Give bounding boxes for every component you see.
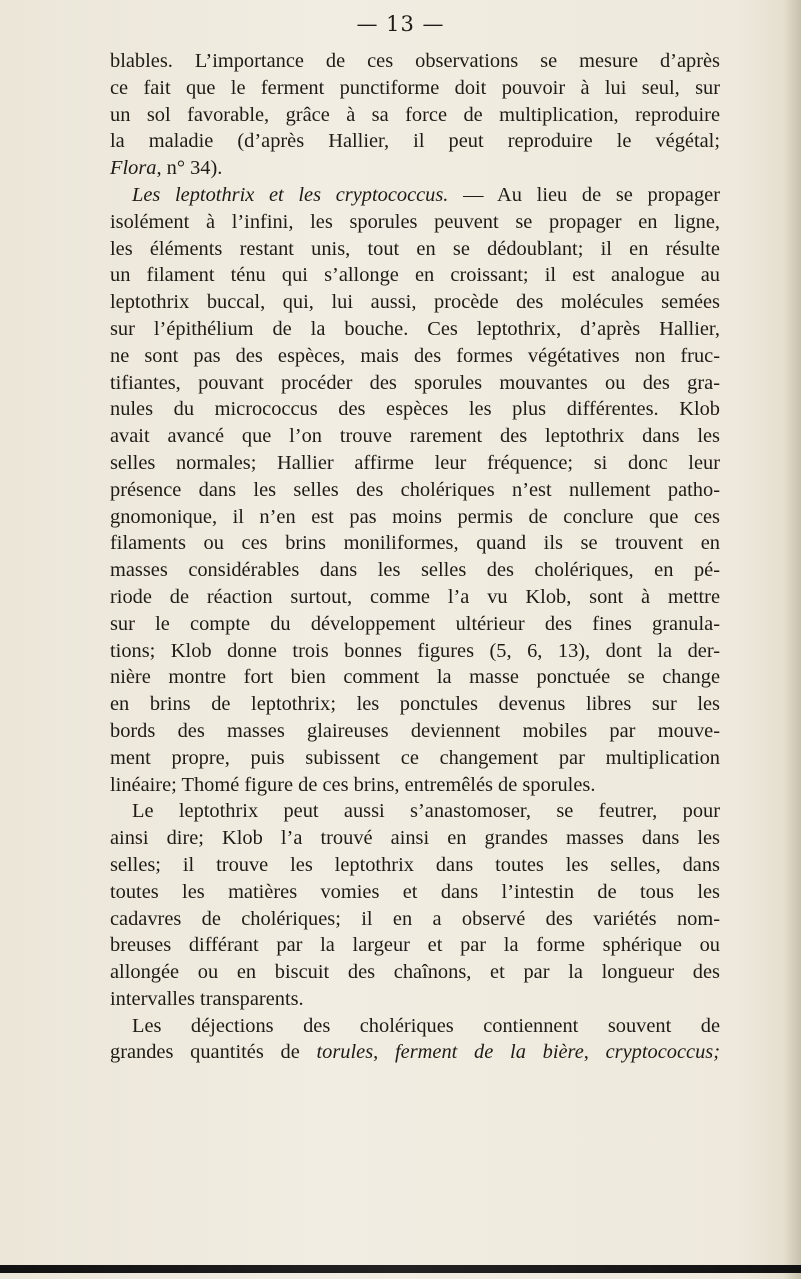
italic-text: torules [316, 1041, 374, 1064]
text-line [110, 530, 720, 557]
text-line [110, 1013, 720, 1040]
text-line [110, 798, 720, 825]
text-run: la maladie (d’après Hallier, il peut reproduire le végétal; [110, 130, 720, 153]
text-run: selles normales; Hallier affirme leur fréquence; si donc leur [110, 451, 720, 474]
text-run: blables. L’importance de ces observations se mesure d’après [110, 50, 720, 72]
text-line [110, 772, 720, 799]
text-line [110, 289, 720, 316]
text-run: grandes quantités de [110, 1041, 317, 1064]
text-run: selles; il trouve les leptothrix dans toutes les selles, dans [110, 853, 720, 876]
italic-text: cryptococcus; [605, 1041, 720, 1064]
text-run: tions; Klob donne trois bonnes figures (5, 6, 13), dont la der- [110, 639, 720, 662]
text-run: masses considérables dans les selles des cholériques, en pé- [110, 559, 720, 582]
body-text [110, 48, 720, 1066]
text-line [110, 611, 720, 638]
italic-text: Les leptothrix et les cryptococcus. [132, 183, 449, 206]
text-run: intervalles transparents. [110, 987, 304, 1010]
text-line [110, 638, 720, 665]
text-run: filaments ou ces brins moniliformes, quand ils se trouvent en [110, 532, 720, 555]
text-line [110, 477, 720, 504]
text-line [110, 825, 720, 852]
text-line [110, 423, 720, 450]
text-line [110, 343, 720, 370]
italic-text: ferment de la bière [395, 1041, 584, 1064]
text-line [110, 745, 720, 772]
text-run: , n° 34). [156, 157, 223, 180]
bottom-edge-bar [0, 1265, 801, 1273]
text-line [110, 182, 720, 209]
text-run: toutes les matières vomies et dans l’intestin de tous les [110, 880, 720, 903]
text-line [110, 155, 720, 182]
text-line [110, 504, 720, 531]
text-run: un filament ténu qui s’allonge en croissant; il est analogue au [110, 264, 720, 287]
text-run: isolément à l’infini, les sporules peuvent se propager en ligne, [110, 210, 720, 233]
text-run: ne sont pas des espèces, mais des formes végétatives non fruc- [110, 344, 720, 367]
text-run: avait avancé que l’on trouve rarement des leptothrix dans les [110, 425, 720, 448]
text-line [110, 879, 720, 906]
text-line [110, 450, 720, 477]
text-run: tifiantes, pouvant procéder des sporules mouvantes ou des gra- [110, 371, 720, 394]
text-line [110, 236, 720, 263]
text-run: bords des masses glaireuses deviennent mobiles par mouve- [110, 719, 720, 742]
text-run: nière montre fort bien comment la masse ponctuée se change [110, 666, 720, 689]
text-line [110, 718, 720, 745]
text-run: en brins de leptothrix; les ponctules devenus libres sur les [110, 693, 720, 716]
text-run: sur l’épithélium de la bouche. Ces leptothrix, d’après Hallier, [110, 317, 720, 340]
text-run: présence dans les selles des cholériques n’est nullement patho- [110, 478, 720, 501]
text-run: riode de réaction surtout, comme l’a vu Klob, sont à mettre [110, 585, 720, 608]
text-line [110, 959, 720, 986]
text-run: — Au lieu de se propager [448, 183, 720, 206]
page-edge-shadow [783, 0, 801, 1279]
text-line [110, 102, 720, 129]
text-line [110, 1039, 720, 1066]
text-run: Les déjections des cholériques contiennent souvent de [132, 1014, 720, 1037]
text-line [110, 48, 720, 75]
page-number: — 13 — [356, 12, 445, 36]
text-run: ment propre, puis subissent ce changement par multiplication [110, 746, 720, 769]
text-line [110, 584, 720, 611]
text-run: gnomonique, il n’en est pas moins permis de conclure que ces [110, 505, 720, 528]
text-run: , [583, 1041, 606, 1064]
text-run: sur le compte du développement ultérieur des fines granula- [110, 612, 720, 635]
italic-text: Flora [110, 157, 157, 180]
text-run: un sol favorable, grâce à sa force de multiplication, reproduire [110, 103, 720, 126]
text-line [110, 370, 720, 397]
text-run: nules du micrococcus des espèces les plus différentes. Klob [110, 398, 720, 421]
text-run: les éléments restant unis, tout en se dédoublant; il en résulte [110, 237, 720, 260]
text-run: breuses différant par la largeur et par la forme sphérique ou [110, 934, 720, 957]
text-line [110, 209, 720, 236]
text-line [110, 396, 720, 423]
text-line [110, 852, 720, 879]
text-run: leptothrix buccal, qui, lui aussi, procède des molécules semées [110, 291, 720, 314]
text-line [110, 128, 720, 155]
text-run: ainsi dire; Klob l’a trouvé ainsi en grandes masses dans les [110, 827, 720, 850]
text-line [110, 262, 720, 289]
text-line [110, 75, 720, 102]
text-run: allongée ou en biscuit des chaînons, et par la longueur des [110, 961, 720, 984]
text-line [110, 557, 720, 584]
text-run: , [373, 1041, 396, 1064]
text-run: Le leptothrix peut aussi s’anastomoser, se feutrer, pour [132, 800, 720, 823]
text-line [110, 664, 720, 691]
text-run: cadavres de cholériques; il en a observé des variétés nom- [110, 907, 720, 930]
text-run: linéaire; Thomé figure de ces brins, entremêlés de sporules. [110, 773, 596, 796]
text-line [110, 691, 720, 718]
text-line [110, 932, 720, 959]
text-line [110, 316, 720, 343]
text-run: ce fait que le ferment punctiforme doit pouvoir à lui seul, sur [110, 76, 720, 99]
text-line [110, 906, 720, 933]
text-line [110, 986, 720, 1013]
